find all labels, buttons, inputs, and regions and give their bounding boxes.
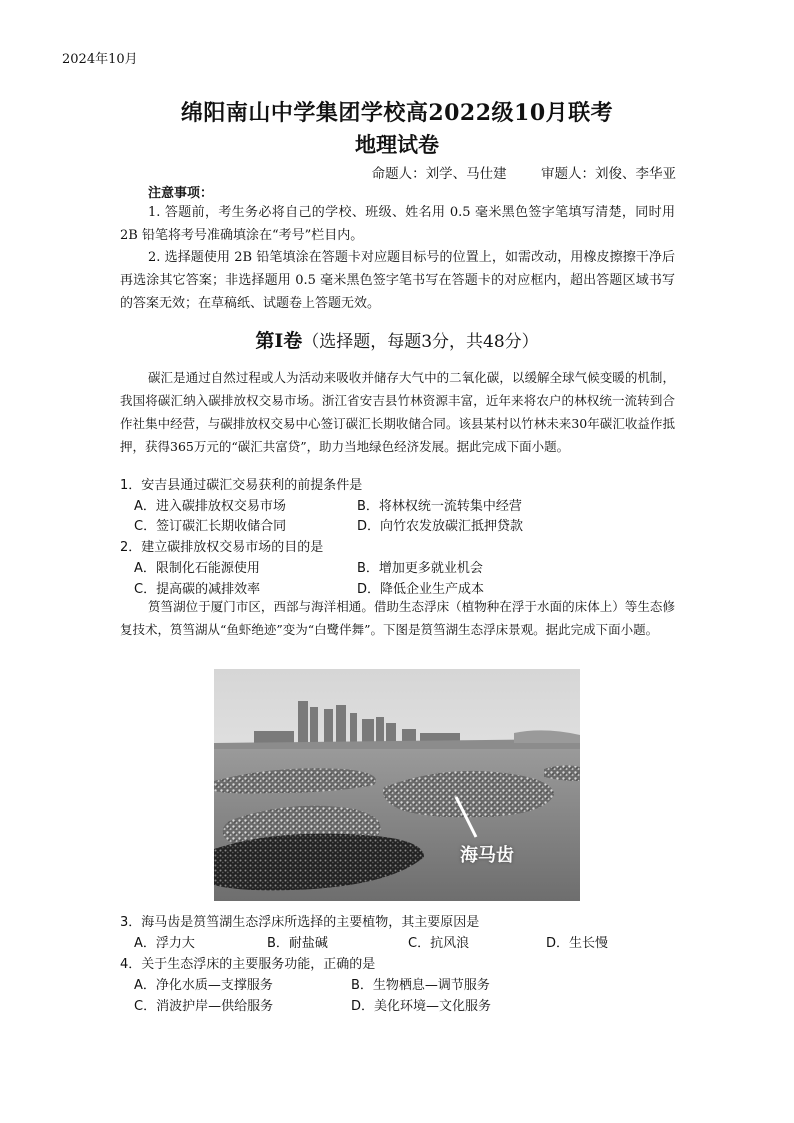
- floating-bed-photo: [214, 669, 580, 901]
- section-heading: [0, 326, 794, 353]
- question-4-option-c: C．消波护岸—供给服务: [134, 999, 274, 1014]
- photo-label: 海马齿: [460, 845, 514, 866]
- question-1-option-c: C．签订碳汇长期收储合同: [134, 519, 287, 534]
- question-1-option-a: A．进入碳排放权交易市场: [134, 499, 286, 514]
- section-head: 第Ⅰ卷: [255, 330, 303, 352]
- question-3-option-c: C．抗风浪: [408, 936, 470, 951]
- passage-2: 筼筜湖位于厦门市区，西部与海洋相通。借助生态浮床（植物种在浮于水面的床体上）等生态修复技术，筼筜湖从“鱼虾绝迹”变为“白鹭伴舞”。下图是筼筜湖生态浮床景观。据此完成下面小题。: [120, 599, 675, 637]
- question-3-option-a: A．浮力大: [134, 936, 195, 951]
- exam-subject: 地理试卷: [355, 132, 439, 157]
- question-2-option-d: D．降低企业生产成本: [357, 582, 485, 597]
- question-1-option-b: B．将林权统一流转集中经营: [357, 499, 522, 514]
- question-3-option-b: B．耐盐碱: [267, 936, 328, 951]
- notice-item-1: 1. 答题前，考生务必将自己的学校、班级、姓名用 0.5 毫米黑色签字笔填写清楚，同时用 2B 铅笔将考号准确填涂在“考号”栏目内。: [120, 205, 675, 243]
- authors-line: 命题人：刘学、马仕建 审题人：刘俊、李华亚: [371, 166, 676, 182]
- question-3-option-d: D．生长慢: [546, 936, 609, 951]
- header-date: 2024年10月: [62, 52, 138, 67]
- question-4-option-a: A．净化水质—支撑服务: [134, 978, 273, 993]
- question-2-option-b: B．增加更多就业机会: [357, 561, 483, 576]
- notice-title: 注意事项：: [148, 186, 214, 201]
- passage-1: 碳汇是通过自然过程或人为活动来吸收并储存大气中的二氧化碳，以缓解全球气候变暖的机制，我国将碳汇纳入碳排放权交易市场。浙江省安吉县竹林资源丰富，近年来将农户的林权统一流转到合作社集中经营，与碳排放权交易中心签订碳汇长期收储合同。该县某村以竹林未来30年碳汇收益作抵押，获得365万元的“碳汇共富贷”，助力当地绿色经济发展。据此完成下面小题。: [120, 370, 675, 454]
- question-1-option-d: D．向竹农发放碳汇抵押贷款: [357, 519, 524, 534]
- question-2-option-c: C．提高碳的减排效率: [134, 582, 261, 597]
- section-rest: （选择题，每题3分，共48分）: [302, 332, 539, 352]
- question-4-option-d: D．美化环境—文化服务: [351, 999, 492, 1014]
- notice-item-2: 2. 选择题使用 2B 铅笔填涂在答题卡对应题目标号的位置上，如需改动，用橡皮擦擦干净后再选涂其它答案；非选择题用 0.5 毫米黑色签字笔书写在答题卡的对应框内，超出答题区域书写的答案无效；在草稿纸、试题卷上答题无效。: [120, 250, 675, 311]
- question-4-option-b: B．生物栖息—调节服务: [351, 978, 490, 993]
- question-3-stem: 3．海马齿是筼筜湖生态浮床所选择的主要植物，其主要原因是: [120, 915, 480, 930]
- question-2-option-a: A．限制化石能源使用: [134, 561, 260, 576]
- question-4-stem: 4．关于生态浮床的主要服务功能，正确的是: [120, 957, 376, 972]
- question-2-stem: 2．建立碳排放权交易市场的目的是: [120, 540, 324, 555]
- exam-title: 绵阳南山中学集团学校高2022级10月联考: [180, 100, 614, 126]
- question-1-stem: 1．安吉县通过碳汇交易获利的前提条件是: [120, 478, 363, 493]
